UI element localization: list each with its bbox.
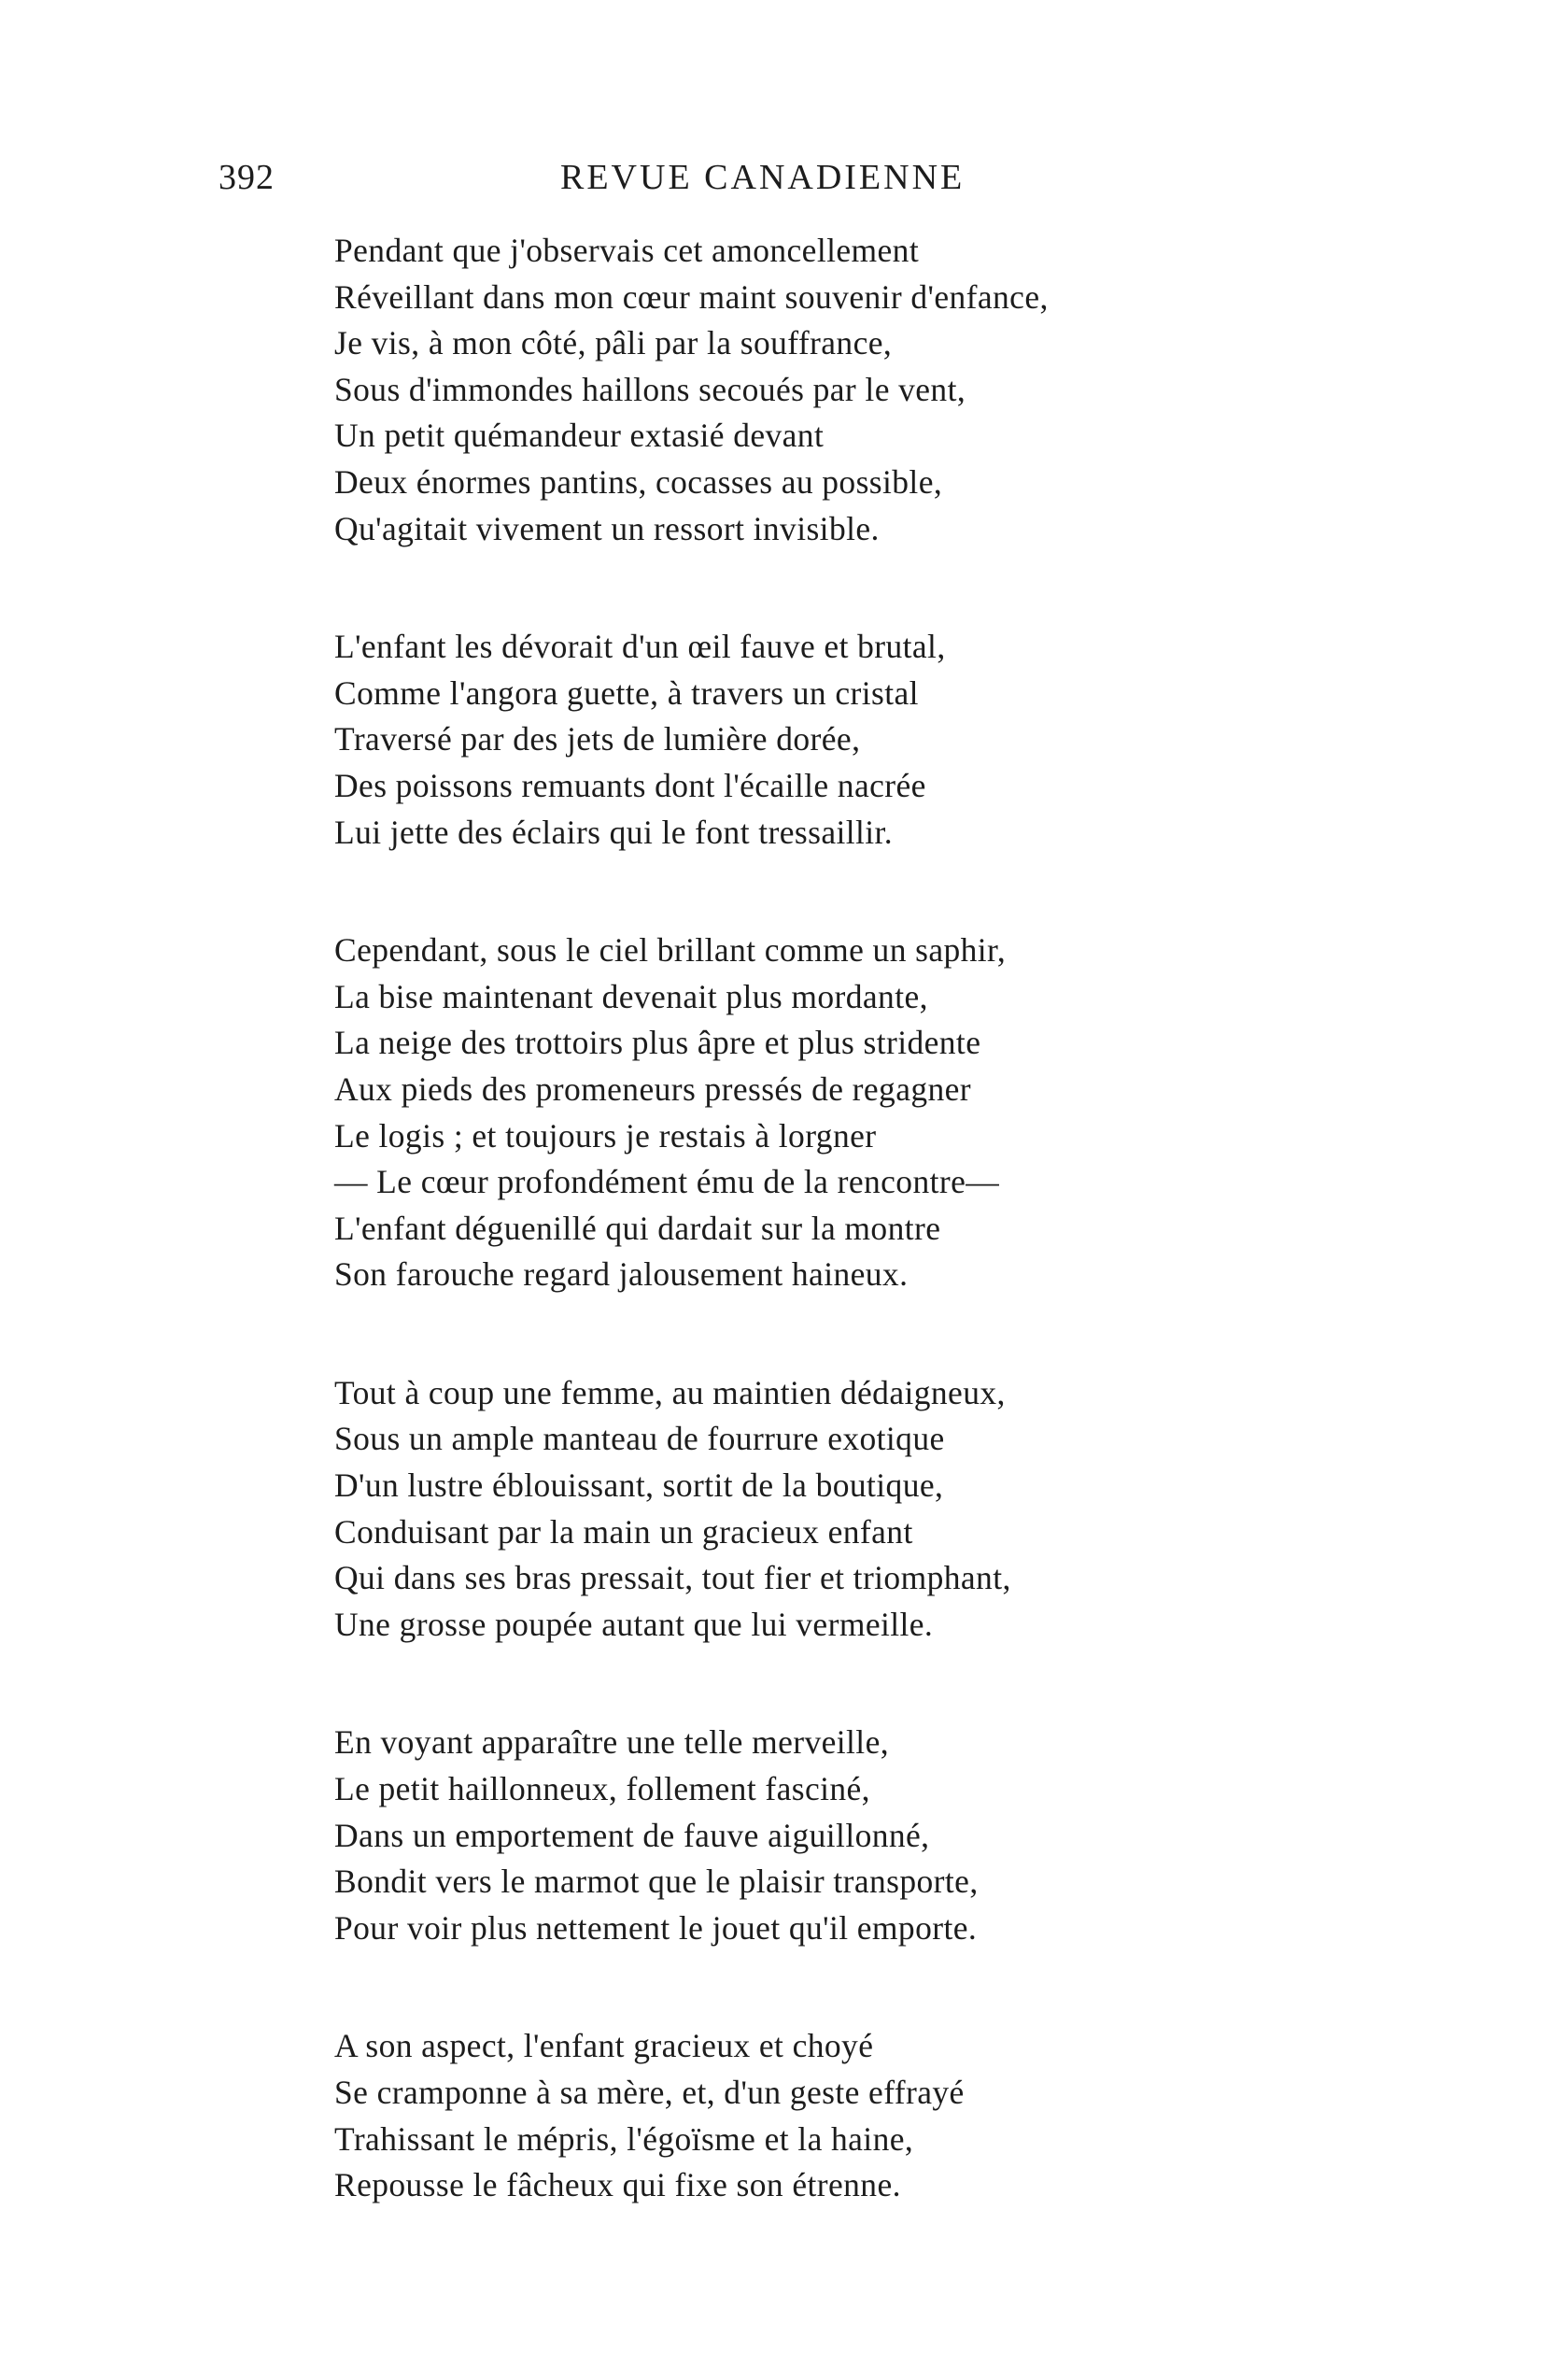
verse-line: — Le cœur profondément ému de la rencontre— — [334, 1163, 1000, 1201]
verse-line: Tout à coup une femme, au maintien dédaigneux, — [334, 1373, 1006, 1411]
verse-line: Sous d'immondes haillons secoués par le vent, — [334, 370, 966, 408]
verse-line: Se cramponne à sa mère, et, d'un geste effrayé — [334, 2074, 965, 2111]
verse-line: Qui dans ses bras pressait, tout fier et triomphant, — [334, 1559, 1011, 1597]
verse-line: Son farouche regard jalousement haineux. — [334, 1255, 909, 1294]
running-title: REVUE CANADIENNE — [560, 158, 966, 197]
stanza — [334, 2023, 1492, 2208]
verse-line: Conduisant par la main un gracieux enfant — [334, 1512, 913, 1551]
verse-line: A son aspect, l'enfant gracieux et choyé — [334, 2027, 874, 2065]
verse-line: Cependant, sous le ciel brillant comme un saphir, — [334, 931, 1007, 970]
verse-line: Trahissant le mépris, l'égoïsme et la haine, — [334, 2119, 914, 2158]
verse-line: Sous un ample manteau de fourrure exotique — [334, 1420, 945, 1458]
verse-line: Réveillant dans mon cœur maint souvenir d'enfance, — [334, 277, 1049, 316]
verse-line: D'un lustre éblouissant, sortit de la boutique, — [334, 1466, 944, 1505]
verse-line: Qu'agitait vivement un ressort invisible. — [334, 509, 880, 547]
verse-line: Dans un emportement de fauve aiguillonné, — [334, 1816, 930, 1854]
verse-line: Lui jette des éclairs qui le font tressaillir. — [334, 813, 894, 851]
verse-line: Pendant que j'observais cet amoncellement — [334, 232, 920, 269]
verse-line: Des poissons remuants dont l'écaille nacrée — [334, 766, 926, 804]
verse-line: Le logis ; et toujours je restais à lorgner — [334, 1116, 877, 1155]
running-header — [0, 157, 1565, 213]
stanza — [334, 1720, 1492, 1951]
poem — [334, 228, 1492, 2281]
stanza — [334, 624, 1492, 856]
verse-line: Je vis, à mon côté, pâli par la souffrance, — [334, 324, 893, 362]
verse-line: Deux énormes pantins, cocasses au possible, — [334, 462, 943, 501]
stanza — [334, 228, 1492, 552]
verse-line: Le petit haillonneux, follement fasciné, — [334, 1770, 870, 1808]
verse-line: Comme l'angora guette, à travers un cristal — [334, 673, 919, 712]
verse-line: La neige des trottoirs plus âpre et plus stridente — [334, 1024, 981, 1062]
verse-line: En voyant apparaître une telle merveille, — [334, 1723, 890, 1762]
verse-line: Repousse le fâcheux qui fixe son étrenne. — [334, 2166, 901, 2204]
verse-line: Un petit quémandeur extasié devant — [334, 417, 825, 455]
stanza — [334, 928, 1492, 1298]
verse-line: La bise maintenant devenait plus mordante, — [334, 977, 928, 1015]
stanza — [334, 1370, 1492, 1649]
verse-line: Traversé par des jets de lumière dorée, — [334, 720, 861, 758]
page-number: 392 — [219, 158, 275, 197]
verse-line: Une grosse poupée autant que lui vermeille. — [334, 1605, 934, 1643]
verse-line: L'enfant déguenillé qui dardait sur la montre — [334, 1209, 941, 1247]
verse-line: Bondit vers le marmot que le plaisir transporte, — [334, 1863, 979, 1901]
verse-line: L'enfant les dévorait d'un œil fauve et brutal, — [334, 628, 946, 666]
verse-line: Aux pieds des promeneurs pressés de regagner — [334, 1070, 972, 1108]
verse-line: Pour voir plus nettement le jouet qu'il emporte. — [334, 1908, 978, 1947]
